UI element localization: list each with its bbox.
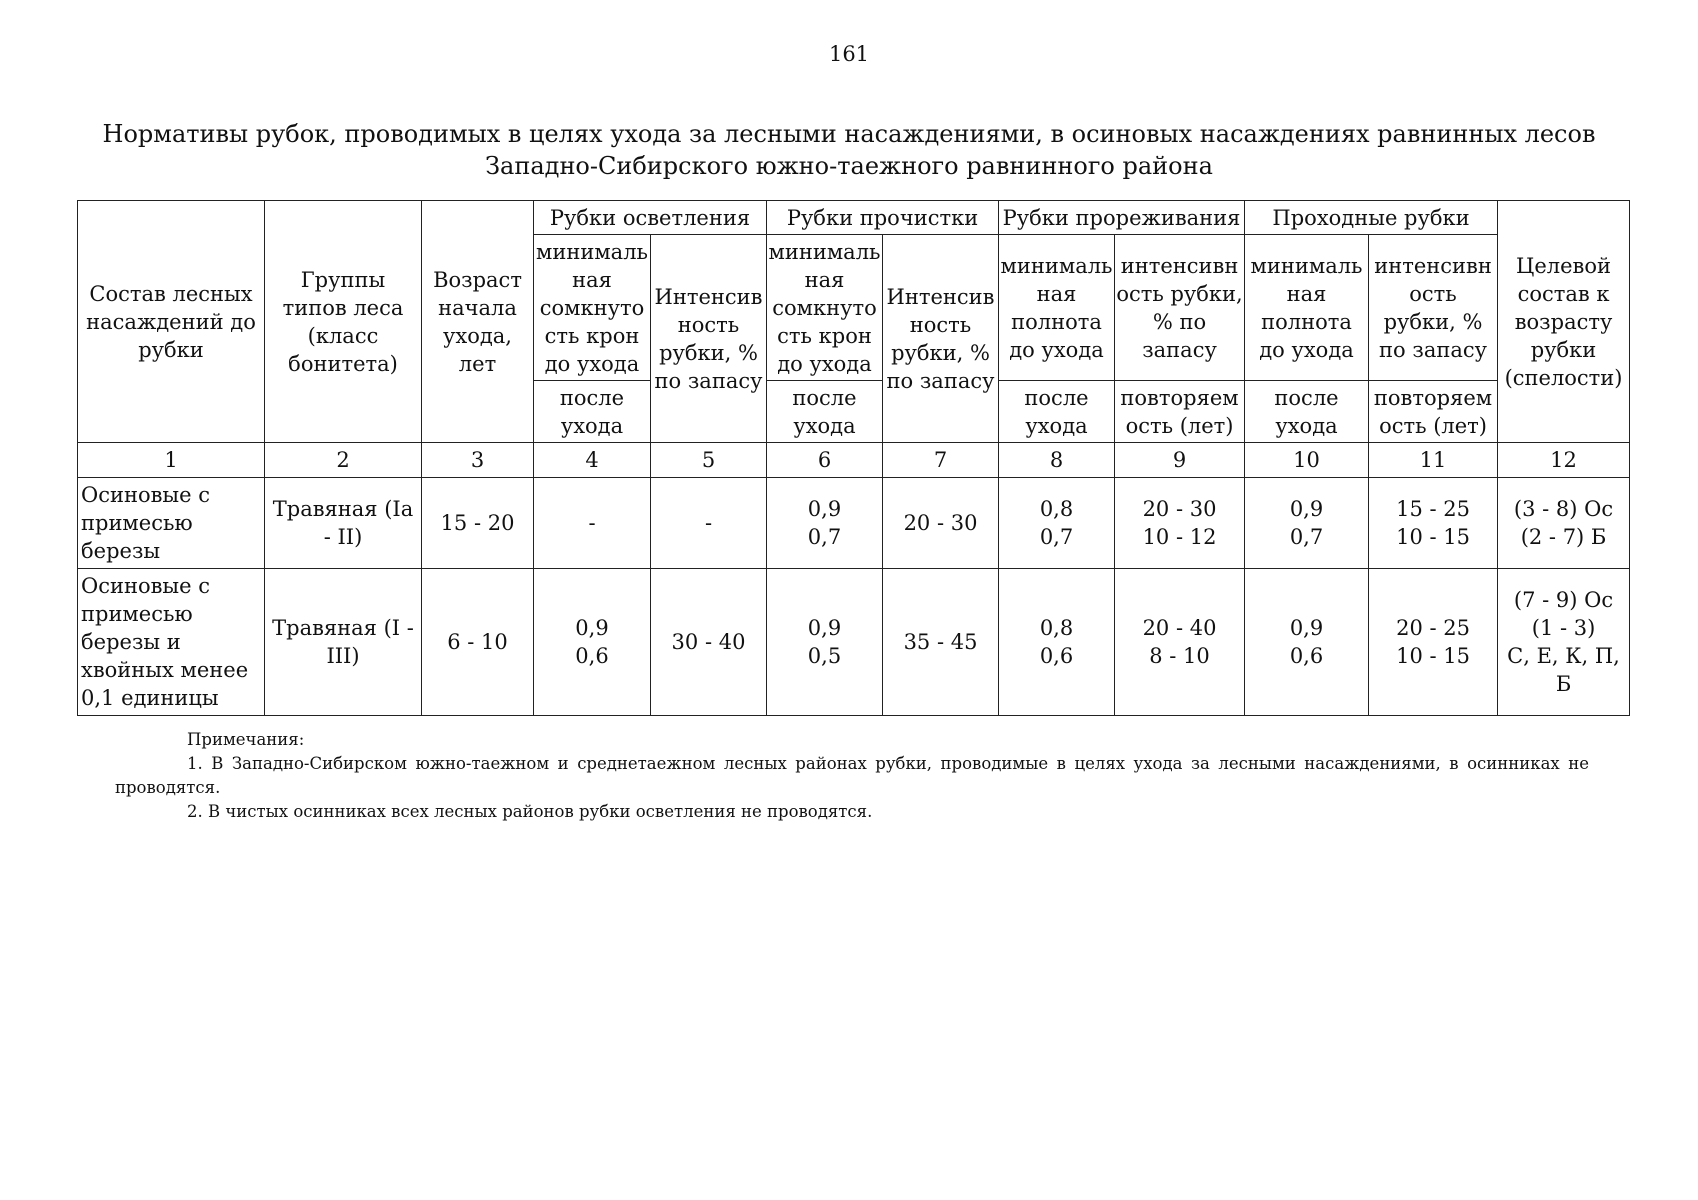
column-number: 1 [78, 443, 265, 478]
cell-value: (1 - 3) [1531, 616, 1596, 640]
header-osv-intensity: Интенсивность рубки, % по запасу [651, 235, 767, 443]
cell-value: 0,9 [1289, 616, 1324, 640]
header-pro-after: после ухода [767, 381, 883, 443]
page-number: 161 [828, 42, 870, 66]
cell-value: 0,9 [575, 616, 609, 640]
cell-prh-density [1245, 569, 1369, 716]
cell-pro-intensity: 35 - 45 [883, 569, 999, 716]
notes-heading: Примечания: [187, 730, 305, 749]
cell-target [1498, 569, 1630, 716]
header-group-prorezhivanie: Рубки прореживания [999, 201, 1245, 235]
cell-target [1498, 478, 1630, 569]
cell-value: (3 - 8) Ос [1513, 497, 1614, 521]
header-prh-min-fullness: минимальная полнота до ухода [1245, 235, 1369, 381]
cell-pro-intensity: 20 - 30 [883, 478, 999, 569]
column-number: 7 [883, 443, 999, 478]
note-item: 1. В Западно-Сибирском южно-таежном и среднетаежном лесных районах рубки, проводимые в целях ухода за лесными насаждениями, в осинниках не проводятся. [115, 754, 1589, 797]
cell-value: 10 - 12 [1142, 525, 1217, 549]
column-number: 5 [651, 443, 767, 478]
header-group-osvetlenie: Рубки осветления [534, 201, 767, 235]
cell-prh-density [1245, 478, 1369, 569]
header-prh-intensity: интенсивность рубки, % по запасу [1369, 235, 1498, 381]
title-line-1: Нормативы рубок, проводимых в целях ухода за лесными насаждениями, в осиновых насаждениях равнинных лесов [102, 120, 1596, 148]
cell-osv-intensity: 30 - 40 [651, 569, 767, 716]
cell-value: 0,8 [1039, 497, 1074, 521]
header-prz-min-fullness: минимальная полнота до ухода [999, 235, 1115, 381]
cell-value: С, Е, К, П, Б [1507, 644, 1620, 696]
cell-value: 15 - 25 [1396, 497, 1470, 521]
cell-start-age: 15 - 20 [422, 478, 534, 569]
header-row-groups [78, 201, 1630, 235]
column-number: 6 [767, 443, 883, 478]
header-composition: Состав лесных насаждений до рубки [78, 201, 265, 443]
header-pro-min-density: минимальная сомкнутость крон до ухода [767, 235, 883, 381]
cell-value: 0,9 [807, 616, 842, 640]
column-number: 11 [1369, 443, 1498, 478]
cell-value: 0,6 [1039, 644, 1074, 668]
cell-start-age: 6 - 10 [422, 569, 534, 716]
cell-osv-density [534, 478, 651, 569]
cell-value: 0,7 [1039, 525, 1074, 549]
header-forest-types: Группы типов леса (класс бонитета) [265, 201, 422, 443]
cell-value: 8 - 10 [1149, 644, 1210, 668]
cell-forest-type: Травяная (I - III) [265, 569, 422, 716]
cell-value: 20 - 25 [1396, 616, 1470, 640]
title-line-2: Западно-Сибирского южно-таежного равнинного района [485, 152, 1213, 180]
cell-value: 0,7 [1289, 525, 1324, 549]
norms-table [77, 200, 1630, 716]
cell-forest-type: Травяная (Iа - II) [265, 478, 422, 569]
cell-value: 0,6 [575, 644, 609, 668]
cell-pro-density [767, 478, 883, 569]
cell-composition: Осиновые с примесью березы и хвойных менее 0,1 единицы [78, 569, 265, 716]
column-number: 10 [1245, 443, 1369, 478]
header-prh-repeat: повторяемость (лет) [1369, 381, 1498, 443]
cell-value: (7 - 9) Ос [1513, 588, 1614, 612]
cell-value: (2 - 7) Б [1520, 525, 1607, 549]
header-prh-after: после ухода [1245, 381, 1369, 443]
cell-value: 0,7 [807, 525, 842, 549]
cell-prh-intensity [1369, 569, 1498, 716]
cell-value: 0,6 [1289, 644, 1324, 668]
header-target: Целевой состав к возрасту рубки (спелости) [1498, 201, 1630, 443]
cell-composition: Осиновые с примесью березы [78, 478, 265, 569]
table-row [78, 569, 1630, 716]
cell-value: 20 - 40 [1142, 616, 1217, 640]
cell-value: 0,8 [1039, 616, 1074, 640]
note-item: 2. В чистых осинниках всех лесных районов рубки осветления не проводятся. [187, 802, 873, 821]
cell-prz-intensity [1115, 569, 1245, 716]
column-number-row [78, 443, 1630, 478]
column-number: 3 [422, 443, 534, 478]
column-number: 2 [265, 443, 422, 478]
cell-value: 10 - 15 [1396, 525, 1470, 549]
header-osv-after: после ухода [534, 381, 651, 443]
column-number: 8 [999, 443, 1115, 478]
cell-prh-intensity [1369, 478, 1498, 569]
header-osv-min-density: минимальная сомкнутость крон до ухода [534, 235, 651, 381]
cell-prz-density [999, 478, 1115, 569]
notes [115, 728, 1589, 824]
column-number: 4 [534, 443, 651, 478]
header-group-prochistka: Рубки прочистки [767, 201, 999, 235]
cell-value: - [588, 511, 596, 535]
header-start-age: Возраст начала ухода, лет [422, 201, 534, 443]
header-prz-after: после ухода [999, 381, 1115, 443]
cell-value: 10 - 15 [1396, 644, 1470, 668]
cell-osv-density [534, 569, 651, 716]
cell-pro-density [767, 569, 883, 716]
document-title [100, 118, 1598, 182]
cell-prz-intensity [1115, 478, 1245, 569]
cell-osv-intensity: - [651, 478, 767, 569]
column-number: 12 [1498, 443, 1630, 478]
cell-prz-density [999, 569, 1115, 716]
cell-value: 0,9 [1289, 497, 1324, 521]
cell-value: 0,5 [807, 644, 842, 668]
column-number: 9 [1115, 443, 1245, 478]
header-group-prokhodnye: Проходные рубки [1245, 201, 1498, 235]
cell-value: 20 - 30 [1142, 497, 1217, 521]
header-pro-intensity: Интенсивность рубки, % по запасу [883, 235, 999, 443]
cell-value: 0,9 [807, 497, 842, 521]
table-row [78, 478, 1630, 569]
header-prz-intensity: интенсивность рубки, % по запасу [1115, 235, 1245, 381]
header-prz-repeat: повторяемость (лет) [1115, 381, 1245, 443]
